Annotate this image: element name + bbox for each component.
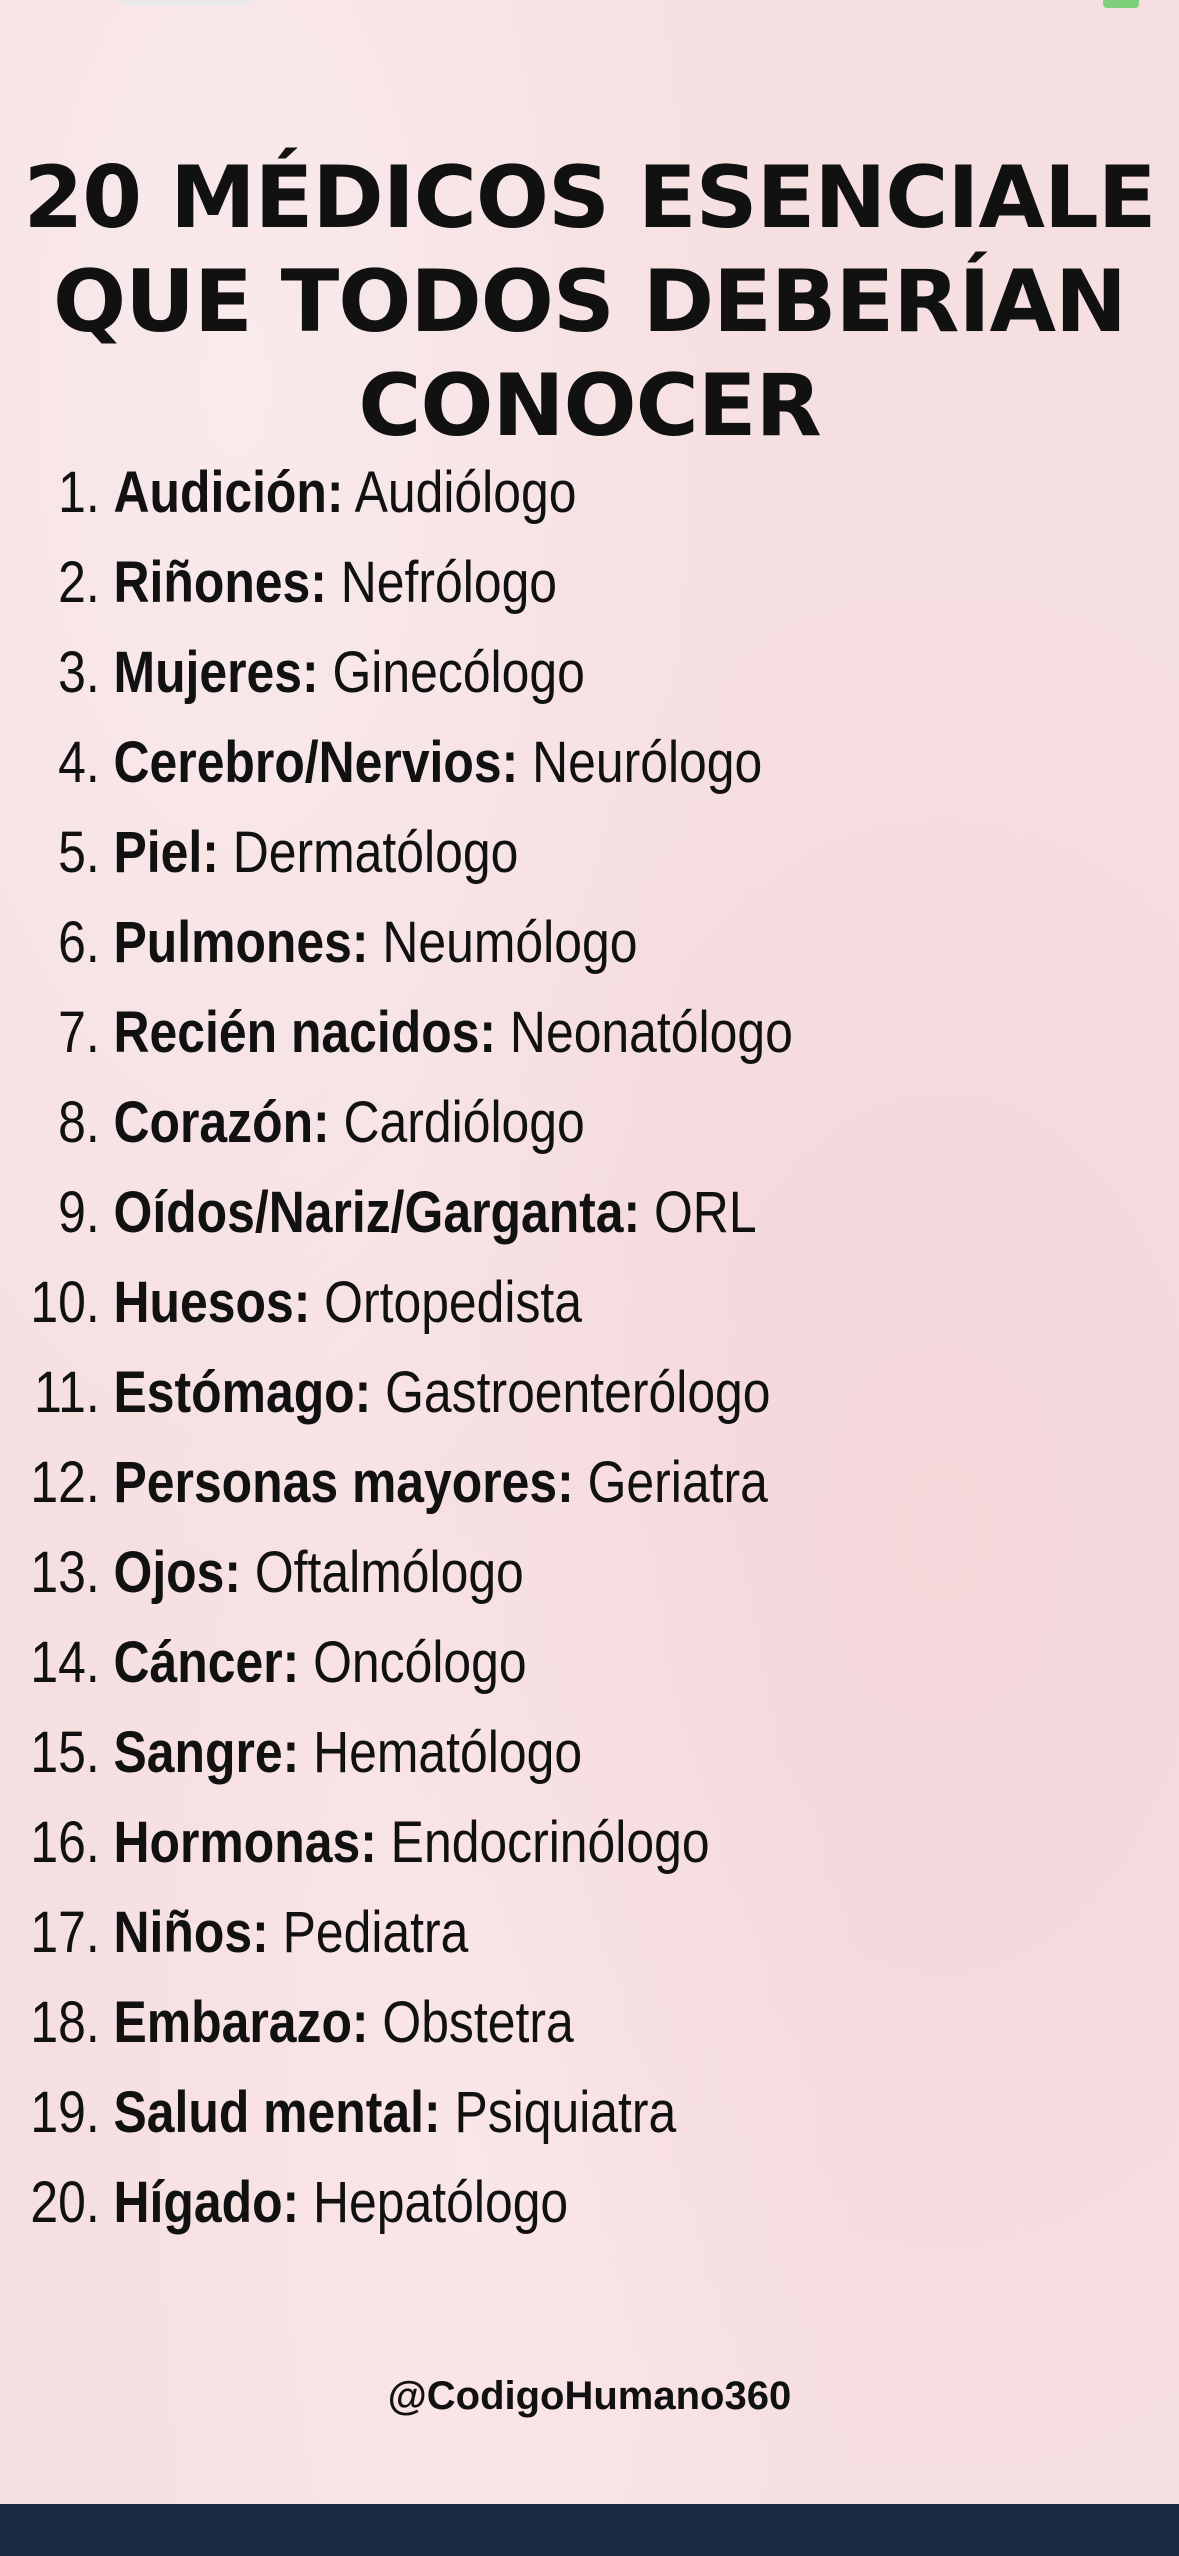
item-specialist: Ortopedista <box>324 1270 583 1335</box>
item-number: 15. <box>30 1720 100 1785</box>
item-number: 18. <box>30 1990 100 2055</box>
item-number: 16. <box>30 1810 100 1875</box>
list-item <box>0 2068 1014 2158</box>
list-item <box>0 1258 1014 1348</box>
item-specialist: Hematólogo <box>313 1720 583 1785</box>
list-item <box>0 1708 1014 1798</box>
item-number: 9. <box>58 1180 100 1245</box>
item-organ: Hormonas: <box>113 1810 377 1875</box>
item-text <box>114 1708 583 1798</box>
item-number: 13. <box>30 1540 100 1605</box>
item-organ: Hígado: <box>113 2170 300 2235</box>
item-number: 3. <box>58 640 100 705</box>
item-specialist: Endocrinólogo <box>390 1810 710 1875</box>
item-text <box>114 1078 585 1168</box>
item-text <box>114 1888 469 1978</box>
list-item <box>0 538 1014 628</box>
item-number: 14. <box>30 1630 100 1695</box>
list-item <box>0 1618 1014 1708</box>
item-text <box>114 538 558 628</box>
item-organ: Personas mayores: <box>113 1450 574 1515</box>
item-specialist: Pediatra <box>282 1900 469 1965</box>
title-line-2: QUE TODOS DEBERÍAN <box>53 251 1126 352</box>
item-specialist: Hepatólogo <box>313 2170 569 2235</box>
item-specialist: Cardiólogo <box>343 1090 585 1155</box>
item-text <box>114 718 763 808</box>
item-organ: Embarazo: <box>113 1990 369 2055</box>
item-specialist: ORL <box>654 1180 757 1245</box>
item-organ: Corazón: <box>113 1090 330 1155</box>
item-text <box>114 628 585 718</box>
item-number: 7. <box>58 1000 100 1065</box>
item-specialist: Oncólogo <box>313 1630 527 1695</box>
item-organ: Estómago: <box>113 1360 372 1425</box>
list-item <box>0 718 1014 808</box>
item-text <box>114 1168 757 1258</box>
item-text <box>114 448 577 538</box>
title-line-1: 20 MÉDICOS ESENCIALE <box>23 147 1156 248</box>
item-text <box>114 1348 771 1438</box>
bottom-bar <box>0 2504 1179 2556</box>
list-item <box>0 1078 1014 1168</box>
list-item <box>0 628 1014 718</box>
item-number: 5. <box>58 820 100 885</box>
list-item <box>0 988 1014 1078</box>
item-organ: Niños: <box>113 1900 269 1965</box>
item-specialist: Dermatólogo <box>232 820 519 885</box>
item-specialist: Nefrólogo <box>340 550 558 615</box>
list-item <box>0 2158 1014 2248</box>
item-text <box>114 1528 524 1618</box>
item-number: 20. <box>30 2170 100 2235</box>
item-number: 4. <box>58 730 100 795</box>
item-specialist: Audiólogo <box>354 460 577 525</box>
list-item <box>0 1798 1014 1888</box>
item-organ: Riñones: <box>113 550 327 615</box>
item-number: 1. <box>58 460 100 525</box>
list-item <box>0 1168 1014 1258</box>
battery-icon <box>1103 0 1139 8</box>
item-text <box>114 1438 768 1528</box>
item-number: 8. <box>58 1090 100 1155</box>
list-item <box>0 898 1014 988</box>
item-number: 2. <box>58 550 100 615</box>
list-item <box>0 1888 1014 1978</box>
item-organ: Salud mental: <box>113 2080 441 2145</box>
list-item <box>0 1978 1014 2068</box>
item-number: 17. <box>30 1900 100 1965</box>
item-organ: Piel: <box>113 820 219 885</box>
item-number: 10. <box>30 1270 100 1335</box>
item-specialist: Neurólogo <box>532 730 763 795</box>
item-specialist: Oftalmólogo <box>254 1540 524 1605</box>
item-text <box>114 898 638 988</box>
item-organ: Audición: <box>113 460 344 525</box>
item-specialist: Geriatra <box>587 1450 768 1515</box>
title-line-3: CONOCER <box>358 355 821 456</box>
item-number: 19. <box>30 2080 100 2145</box>
item-number: 12. <box>30 1450 100 1515</box>
list-item <box>0 1528 1014 1618</box>
page-title <box>0 146 1179 458</box>
list-item <box>0 1438 1014 1528</box>
item-number: 11. <box>34 1360 100 1425</box>
item-organ: Sangre: <box>113 1720 300 1785</box>
item-specialist: Ginecólogo <box>332 640 585 705</box>
item-text <box>114 988 793 1078</box>
item-text <box>114 808 519 898</box>
item-organ: Recién nacidos: <box>113 1000 497 1065</box>
item-organ: Cáncer: <box>113 1630 300 1695</box>
item-text <box>114 1258 583 1348</box>
item-specialist: Psiquiatra <box>454 2080 677 2145</box>
item-organ: Oídos/Nariz/Garganta: <box>113 1180 641 1245</box>
list-item <box>0 448 1014 538</box>
item-number: 6. <box>58 910 100 975</box>
item-text <box>114 1618 527 1708</box>
item-organ: Huesos: <box>113 1270 311 1335</box>
item-text <box>114 2068 677 2158</box>
author-handle: @CodigoHumano360 <box>387 2374 792 2418</box>
item-organ: Ojos: <box>113 1540 242 1605</box>
item-organ: Mujeres: <box>113 640 319 705</box>
item-text <box>114 1798 710 1888</box>
item-specialist: Neonatólogo <box>509 1000 793 1065</box>
item-text <box>114 2158 569 2248</box>
item-organ: Pulmones: <box>113 910 369 975</box>
list-item <box>0 808 1014 898</box>
status-bar-left-fragment <box>120 0 250 6</box>
list-item <box>0 1348 1014 1438</box>
item-specialist: Obstetra <box>382 1990 574 2055</box>
item-text <box>114 1978 574 2068</box>
item-specialist: Neumólogo <box>382 910 638 975</box>
item-organ: Cerebro/Nervios: <box>113 730 519 795</box>
item-specialist: Gastroenterólogo <box>385 1360 771 1425</box>
doctors-list <box>0 448 1014 2248</box>
